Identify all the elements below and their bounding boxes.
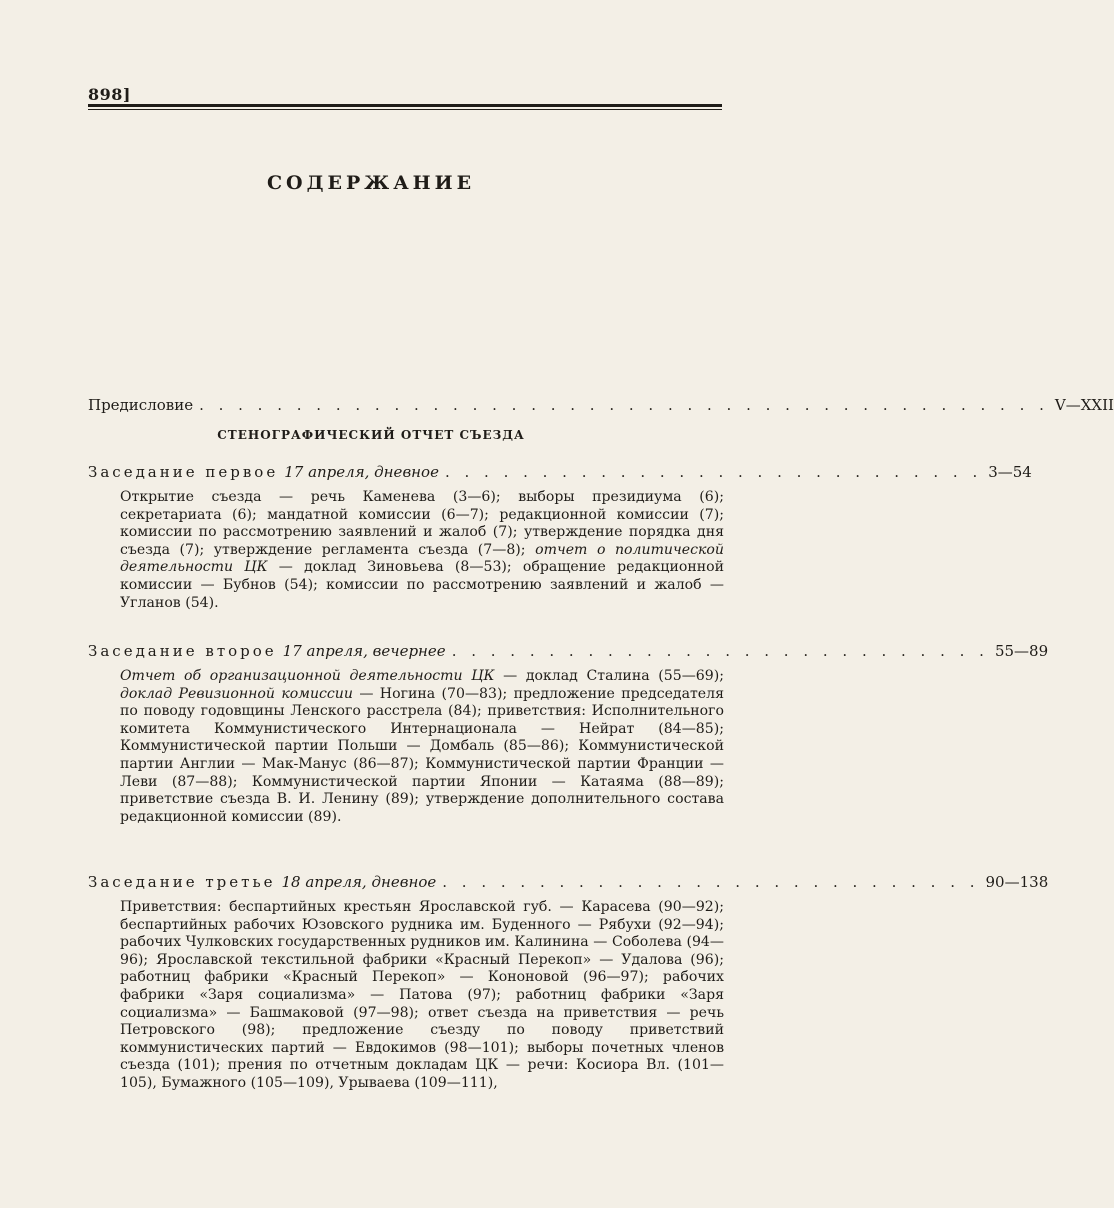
italic-text: доклад Ревизионной комиссии <box>120 685 353 702</box>
session-2-contents <box>120 668 724 826</box>
toc-date: 17 апреля, вечернее <box>282 642 446 660</box>
toc-pages: 90—138 <box>985 873 1049 891</box>
header-rule-thick <box>88 104 722 107</box>
leader-dots: . . . . . . . . . . . . . . . . . . . . . . . . . . . . <box>442 873 980 891</box>
italic-text: Отчет об организационной деятельности ЦК <box>120 668 495 684</box>
toc-label: Заседание первое <box>88 463 279 481</box>
toc-row-session-2[interactable] <box>88 642 1049 660</box>
header-rule-thin <box>88 109 722 110</box>
toc-date: 18 апреля, дневное <box>281 873 437 891</box>
toc-label: Предисловие <box>88 396 194 414</box>
page-title: СОДЕРЖАНИЕ <box>266 172 476 194</box>
text: — доклад Зиновьева (8—53); обращение редакционной комиссии — Бубнов (54); комиссии по рассмотрению заявлений и жалоб — Угланов (54). <box>120 559 724 611</box>
session-3-contents: Приветствия: беспартийных крестьян Ярославской губ. — Карасева (90—92); беспартийных рабочих Юзовского рудника им. Буденного — Рябухи (92—94); рабочих Чулковских государственных рудников им. Калинина — Соболева (94—96); Ярославской текстильной фабрики «Красный Перекоп» — Удалова (96); работниц фабрики «Красный Перекоп» — Кононовой (96—97); рабочих фабрики «Заря социализма» — Патова (97); работниц фабрики «Заря социализма» — Башмаковой (97—98); ответ съезда на приветствия — речь Петровского (98); предложение съезду по поводу приветствий коммунистических партий — Евдокимов (98—101); выборы почетных членов съезда (101); прения по отчетным докладам ЦК — речи: Косиора Вл. (101—105), Бумажного (105—109), Урываева (109—111), <box>120 899 724 1091</box>
section-heading: СТЕНОГРАФИЧЕСКИЙ ОТЧЕТ СЪЕЗДА <box>217 428 525 442</box>
leader-dots: . . . . . . . . . . . . . . . . . . . . . . . . . . . . <box>444 463 983 481</box>
toc-pages: V—XXII <box>1054 396 1114 414</box>
toc-row-preface[interactable] <box>88 396 1114 414</box>
page-number: 898] <box>88 85 131 104</box>
toc-row-session-3[interactable] <box>88 873 1049 891</box>
text: — доклад Сталина (55—69); <box>494 668 724 684</box>
toc-pages: 55—89 <box>994 642 1049 660</box>
text: — Ногина (70—83); предложение председателя по поводу годовщины Ленского расстрела (84); приветствия: Исполнительного комитета Коммунистического Интернационала — Нейрат (84—85); Коммунистической партии Польши — Домбаль (85—86); Коммунистической партии Англии — Мак-Манус (86—87); Коммунистической партии Франции — Леви (87—88); Коммунистической партии Японии — Катаяма (88—89); приветствие съезда В. И. Ленину (89); утверждение дополнительного состава редакционной комиссии (89). <box>120 685 724 825</box>
italic-text: отчет о политической деятельности ЦК <box>120 541 724 576</box>
toc-date: 17 апреля, дневное <box>284 463 439 481</box>
leader-dots: . . . . . . . . . . . . . . . . . . . . . . . . . . . . . . . . . . . . . . . . . . . . <box>199 396 1049 414</box>
text: Открытие съезда — речь Каменева (3—6); выборы президиума (6); секретариата (6); мандатной комиссии (6—7); редакционной комиссии (7); комиссии по рассмотрению заявлений и жалоб (7); утверждение порядка дня съезда (7); утверждение регламента съезда (7—8); <box>120 489 724 558</box>
leader-dots: . . . . . . . . . . . . . . . . . . . . . . . . . . . . <box>451 642 989 660</box>
session-1-contents <box>120 489 724 612</box>
toc-pages: 3—54 <box>988 463 1032 481</box>
toc-row-session-1[interactable] <box>88 463 1032 481</box>
toc-label: Заседание третье <box>88 873 276 891</box>
toc-label: Заседание второе <box>88 642 277 660</box>
